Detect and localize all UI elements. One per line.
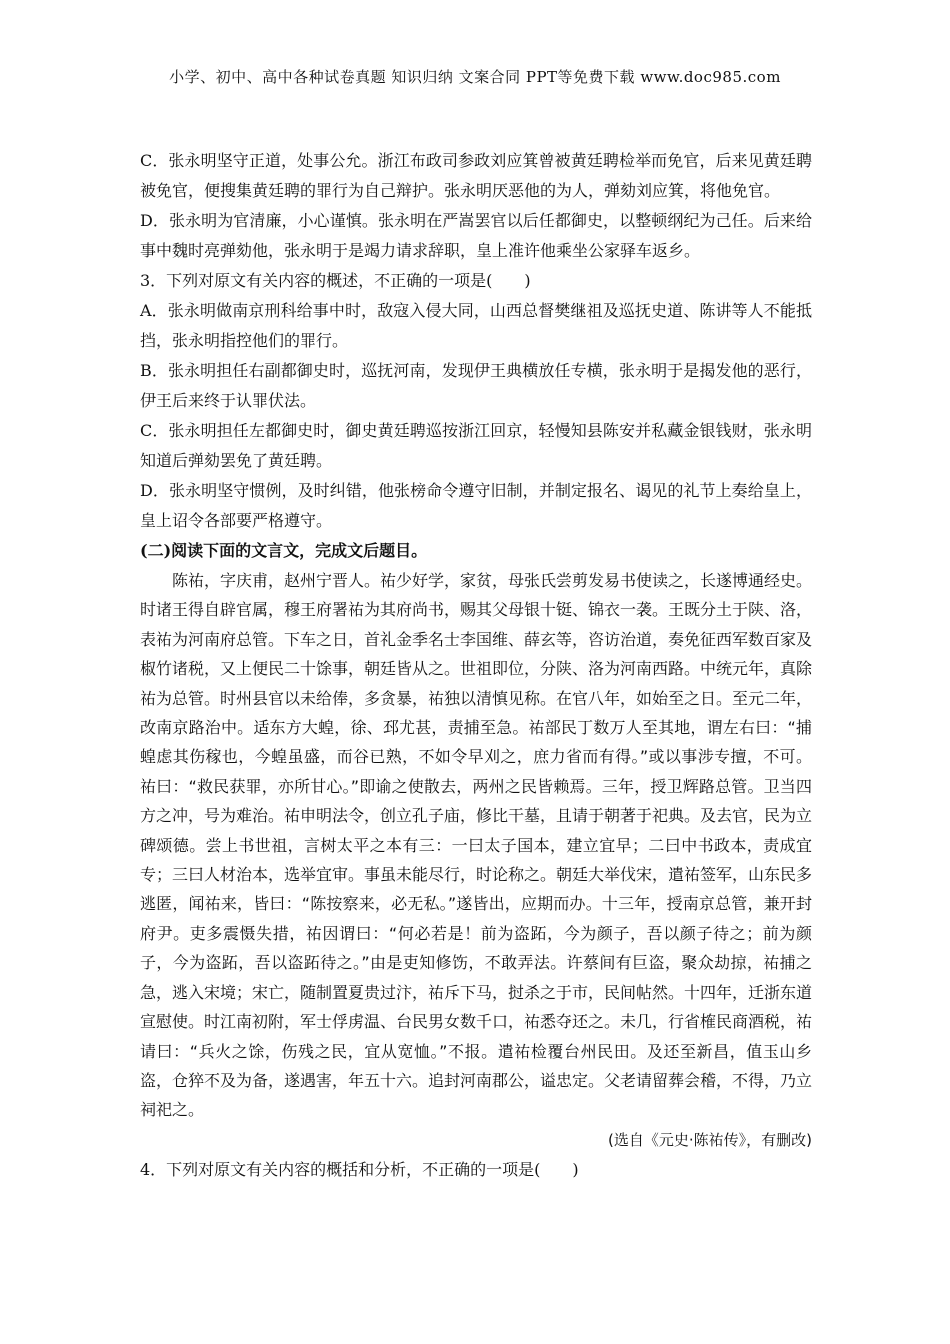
question-3-option-d: D．张永明坚守惯例，及时纠错，他张榜命令遵守旧制，并制定报名、谒见的礼节上奏给皇上，皇上诏令各部要严格遵守。 [140,481,812,530]
question-3-stem: 3．下列对原文有关内容的概述，不正确的一项是( ) [140,271,531,290]
section-2-heading: (二)阅读下面的文言文，完成文后题目。 [140,541,428,560]
option-d-q2: D．张永明为官清廉，小心谨慎。张永明在严嵩罢官以后任都御史，以整顿纲纪为己任。后来给事中魏时亮弹劾他，张永明于是竭力请求辞职，皇上准许他乘坐公家驿车返乡。 [140,211,812,260]
question-3-option-c: C．张永明担任左都御史时，御史黄廷聘巡按浙江回京，轻慢知县陈安并私藏金银钱财，张永明知道后弹劾罢免了黄廷聘。 [140,421,812,470]
question-3-option-b: B．张永明担任右副都御史时，巡抚河南，发现伊王典横放任专横，张永明于是揭发他的恶行，伊王后来终于认罪伏法。 [140,361,812,410]
classical-chinese-passage: 陈祐，字庆甫，赵州宁晋人。祐少好学，家贫，母张氏尝剪发易书使读之，长遂博通经史。时诸王得自辟官属，穆王府署祐为其府尚书，赐其父母银十铤、锦衣一袭。王既分土于陕、洛，表祐为河南府总管。下车之日，首礼金季名士李国维、薛玄等，咨访治道，奏免征西军数百家及椒竹诸税，又上便民二十馀事，朝廷皆从之。世祖即位，分陕、洛为河南西路。中统元年，真除祐为总管。时州县官以未给俸，多贪暴，祐独以清慎见称。在官八年，如始至之日。至元二年，改南京路治中。适东方大蝗，徐、邳尤甚，责捕至急。祐部民丁数万人至其地，谓左右曰：“捕蝗虑其伤稼也，今蝗虽盛，而谷已熟，不如令早刈之，庶力省而有得。”或以事涉专擅，不可。祐曰：“救民获罪，亦所甘心。”即谕之使散去，两州之民皆赖焉。三年，授卫辉路总管。卫当四方之冲，号为难治。祐申明法令，创立孔子庙，修比干墓，且请于朝著于祀典。及去官，民为立碑颂德。尝上书世祖，言树太平之本有三：一曰太子国本，建立宜早；二曰中书政本，责成宜专；三曰人材治本，选举宜审。事虽未能尽行，时论称之。朝廷大举伐宋，遣祐签军，山东民多逃匿，闻祐来，皆曰：“陈按察来，必无私。”遂皆出，应期而办。十三年，授南京总管，兼开封府尹。吏多震慑失措，祐因谓曰：“何必若是！前为盗跖，今为颜子，吾以颜子待之；前为颜子，今为盗跖，吾以盗跖待之。”由是吏知修饬，不敢弄法。许蔡间有巨盗，聚众劫掠，祐捕之急，逃入宋境；宋亡，随制置夏贵过汴，祐斥下马，挝杀之于市，民间帖然。十四年，迁浙东道宣慰使。时江南初附，军士俘虏温、台民男女数千口，祐悉夺还之。未几，行省榷民商酒税，祐请曰：“兵火之馀，伤残之民，宜从宽恤。”不报。遣祐检覆台州民田。及还至新昌，值玉山乡盗，仓猝不及为备，遂遇害，年五十六。追封河南郡公，谥忠定。父老请留葬会稽，不得，乃立祠祀之。 [140,571,813,1120]
passage-source: (选自《元史·陈祐传》，有删改) [608,1130,812,1149]
option-c-q2: C．张永明坚守正道，处事公允。浙江布政司参政刘应箕曾被黄廷聘检举而免官，后来见黄廷聘被免官，便搜集黄廷聘的罪行为自己辩护。张永明厌恶他的为人，弹劾刘应箕，将他免官。 [140,151,812,200]
page-header: 小学、初中、高中各种试卷真题 知识归纳 文案合同 PPT等免费下载 www.doc985.com [169,68,781,86]
question-4-stem: 4．下列对原文有关内容的概括和分析，不正确的一项是( ) [140,1159,579,1179]
question-3-option-a: A．张永明做南京刑科给事中时，敌寇入侵大同，山西总督樊继祖及巡抚史道、陈讲等人不能抵挡，张永明指控他们的罪行。 [140,301,812,350]
page-content [140,146,812,1185]
